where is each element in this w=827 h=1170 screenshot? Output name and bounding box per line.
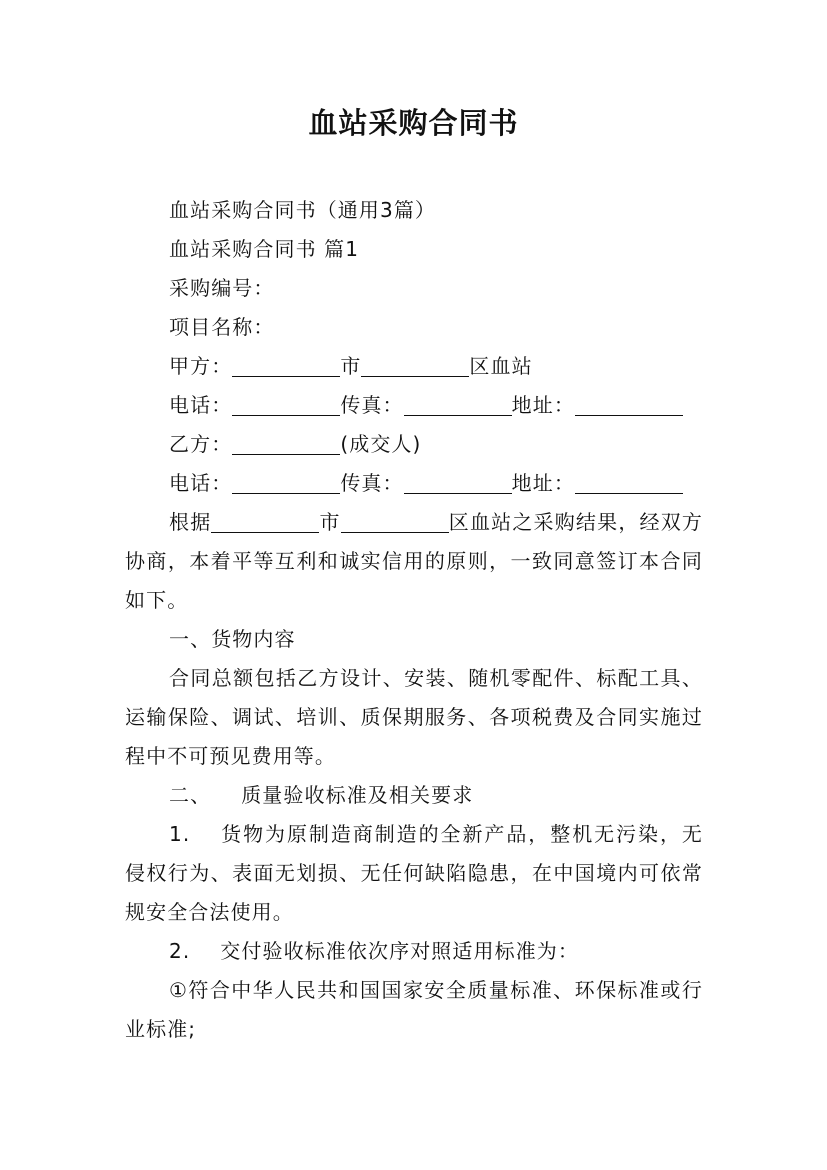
basis-rest: 区血站之采购结果，经双方协商，本着平等互利和诚实信用的原则，一致同意签订本合同如下。 [125, 510, 704, 612]
party-b-fax-label: 传真： [340, 471, 404, 495]
party-b-phone-label: 电话： [169, 471, 233, 495]
section1-heading: 一、货物内容 [169, 627, 296, 651]
section2-heading-num: 二、 [169, 783, 212, 807]
basis-district-blank [341, 508, 449, 533]
party-a-district-blank [361, 352, 469, 377]
section2-heading [125, 776, 703, 815]
party-a-phone-blank [232, 391, 340, 416]
item2-paragraph [125, 932, 703, 971]
document-title: 血站采购合同书 [308, 106, 519, 140]
project-name-label: 项目名称： [169, 315, 275, 339]
item2-num: 2. [169, 939, 191, 963]
party-a-city-blank [232, 352, 340, 377]
document-subtitle: 血站采购合同书（通用3篇） [169, 198, 437, 222]
item1-num: 1. [169, 822, 191, 846]
item1-text: 货物为原制造商制造的全新产品，整机无污染，无侵权行为、表面无划损、无任何缺陷隐患，在中国境内可依常规安全合法使用。 [125, 822, 703, 924]
party-b-phone-blank [232, 469, 340, 494]
sub1-paragraph: ①符合中华人民共和国国家安全质量标准、环保标准或行业标准; [125, 978, 703, 1041]
purchase-no-label: 采购编号： [169, 276, 275, 300]
party-a-contact-line [125, 386, 703, 425]
party-a-address-label: 地址： [511, 393, 575, 417]
party-b-fax-blank [404, 469, 512, 494]
basis-prefix: 根据 [169, 510, 212, 534]
party-a-line [125, 347, 703, 386]
party-a-district-station: 区血站 [469, 354, 533, 378]
item2-text: 交付验收标准依次序对照适用标准为： [220, 939, 579, 963]
part-heading: 血站采购合同书 篇1 [169, 237, 360, 261]
party-a-city: 市 [340, 354, 362, 378]
party-b-label: 乙方： [169, 432, 233, 456]
section1-paragraph: 合同总额包括乙方设计、安装、随机零配件、标配工具、运输保险、调试、培训、质保期服务、各项税费及合同实施过程中不可预见费用等。 [125, 666, 703, 768]
party-a-phone-label: 电话： [169, 393, 233, 417]
party-a-fax-label: 传真： [340, 393, 404, 417]
party-b-note: (成交人) [340, 432, 422, 456]
basis-city: 市 [319, 510, 341, 534]
party-b-line [125, 425, 703, 464]
party-b-contact-line [125, 464, 703, 503]
party-a-address-blank [575, 391, 683, 416]
section2-heading-text: 质量验收标准及相关要求 [241, 783, 474, 807]
basis-paragraph [125, 503, 703, 620]
basis-city-blank [211, 508, 319, 533]
party-b-address-blank [575, 469, 683, 494]
item1-paragraph [125, 815, 703, 932]
party-b-name-blank [232, 430, 340, 455]
document-body [125, 191, 703, 1049]
party-a-label: 甲方： [169, 354, 233, 378]
party-a-fax-blank [404, 391, 512, 416]
party-b-address-label: 地址： [511, 471, 575, 495]
